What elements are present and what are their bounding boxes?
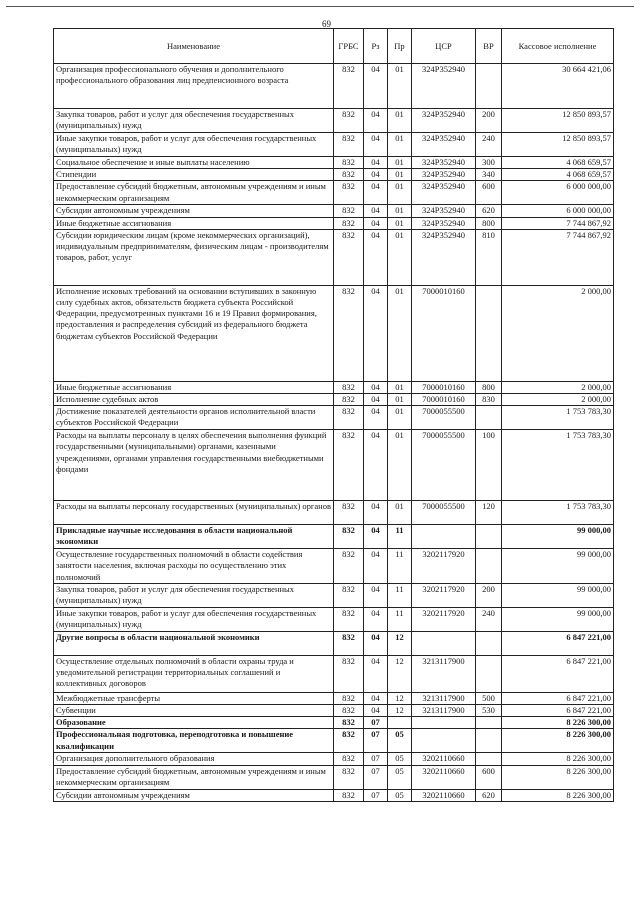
cell-csr: 7000055500 [412,406,476,430]
top-rule [6,6,634,7]
table-row [54,549,614,584]
cell-name: Расходы на выплаты персоналу государственных (муниципальных) органов [54,501,334,525]
cell-sum: 6 847 221,00 [502,692,614,704]
cell-sum: 6 847 221,00 [502,631,614,655]
cell-vr: 620 [476,205,502,217]
cell-sum: 4 068 659,57 [502,157,614,169]
cell-sum: 8 226 300,00 [502,717,614,729]
cell-sum: 8 226 300,00 [502,765,614,789]
table-row [54,394,614,406]
cell-pr: 01 [388,430,412,501]
cell-pr: 11 [388,583,412,607]
header-csr: ЦСР [412,29,476,64]
cell-rz: 07 [364,789,388,801]
cell-vr [476,717,502,729]
cell-csr [412,729,476,753]
table-row [54,583,614,607]
cell-csr: 324P352940 [412,181,476,205]
cell-rz: 04 [364,381,388,393]
cell-csr: 324P352940 [412,157,476,169]
cell-vr: 600 [476,765,502,789]
cell-csr [412,525,476,549]
cell-vr: 810 [476,229,502,285]
table-row [54,705,614,717]
cell-vr [476,549,502,584]
cell-vr: 530 [476,705,502,717]
cell-sum: 12 850 893,57 [502,133,614,157]
cell-vr: 600 [476,181,502,205]
cell-grbs: 832 [334,501,364,525]
cell-pr: 11 [388,607,412,631]
table-row [54,753,614,765]
cell-name: Субсидии юридическим лицам (кроме некоммерческих организаций), индивидуальным предпринимателям, физическим лицам - производителям товаров, работ, услуг [54,229,334,285]
cell-sum: 30 664 421,06 [502,64,614,109]
cell-sum: 1 753 783,30 [502,406,614,430]
cell-name: Осуществление государственных полномочий в области содействия занятости населения, включая расходы по осуществлению этих полномочий [54,549,334,584]
cell-grbs: 832 [334,655,364,692]
table-row [54,229,614,285]
cell-grbs: 832 [334,631,364,655]
cell-sum: 7 744 867,92 [502,217,614,229]
cell-sum: 2 000,00 [502,381,614,393]
cell-grbs: 832 [334,381,364,393]
cell-grbs: 832 [334,789,364,801]
cell-rz: 04 [364,229,388,285]
cell-pr: 01 [388,205,412,217]
cell-sum: 8 226 300,00 [502,789,614,801]
cell-name: Другие вопросы в области национальной экономики [54,631,334,655]
table-row [54,205,614,217]
cell-grbs: 832 [334,607,364,631]
cell-vr: 200 [476,583,502,607]
cell-csr: 3202117920 [412,607,476,631]
cell-vr: 120 [476,501,502,525]
cell-name: Исполнение судебных актов [54,394,334,406]
cell-rz: 04 [364,64,388,109]
cell-sum: 6 847 221,00 [502,705,614,717]
cell-name: Стипендии [54,169,334,181]
cell-pr: 01 [388,394,412,406]
cell-grbs: 832 [334,109,364,133]
table-row [54,631,614,655]
cell-rz: 04 [364,217,388,229]
cell-sum: 7 744 867,92 [502,229,614,285]
cell-sum: 99 000,00 [502,525,614,549]
cell-sum: 99 000,00 [502,607,614,631]
cell-csr: 324P352940 [412,205,476,217]
cell-name: Субсидии автономным учреждениям [54,205,334,217]
cell-grbs: 832 [334,430,364,501]
cell-vr [476,285,502,381]
cell-csr: 324P352940 [412,64,476,109]
header-pr: Пр [388,29,412,64]
cell-rz: 04 [364,631,388,655]
cell-name: Достижение показателей деятельности органов исполнительной власти субъектов Российской Федерации [54,406,334,430]
cell-rz: 07 [364,753,388,765]
cell-pr: 05 [388,753,412,765]
cell-grbs: 832 [334,394,364,406]
cell-sum: 4 068 659,57 [502,169,614,181]
cell-pr: 01 [388,501,412,525]
cell-csr: 3202110660 [412,789,476,801]
cell-vr: 340 [476,169,502,181]
cell-csr: 3202110660 [412,753,476,765]
cell-vr: 100 [476,430,502,501]
cell-vr [476,406,502,430]
table-row [54,525,614,549]
cell-vr: 240 [476,133,502,157]
cell-rz: 04 [364,285,388,381]
cell-grbs: 832 [334,205,364,217]
cell-grbs: 832 [334,406,364,430]
table-row [54,157,614,169]
cell-grbs: 832 [334,717,364,729]
cell-grbs: 832 [334,64,364,109]
table-row [54,109,614,133]
cell-csr: 324P352940 [412,229,476,285]
cell-rz: 04 [364,692,388,704]
cell-vr: 800 [476,381,502,393]
cell-rz: 04 [364,583,388,607]
table-row [54,607,614,631]
cell-name: Субвенции [54,705,334,717]
table-row [54,406,614,430]
cell-vr [476,525,502,549]
table-row [54,217,614,229]
cell-vr: 620 [476,789,502,801]
cell-grbs: 832 [334,583,364,607]
cell-pr: 01 [388,217,412,229]
header-vr: ВР [476,29,502,64]
cell-pr: 11 [388,549,412,584]
cell-grbs: 832 [334,133,364,157]
cell-pr: 01 [388,406,412,430]
header-grbs: ГРБС [334,29,364,64]
cell-grbs: 832 [334,157,364,169]
cell-sum: 99 000,00 [502,583,614,607]
table-row [54,181,614,205]
table-header-row [54,29,614,64]
cell-sum: 1 753 783,30 [502,430,614,501]
cell-pr: 01 [388,157,412,169]
cell-vr [476,753,502,765]
cell-csr: 7000010160 [412,394,476,406]
cell-sum: 12 850 893,57 [502,109,614,133]
cell-grbs: 832 [334,285,364,381]
cell-vr: 240 [476,607,502,631]
cell-name: Закупка товаров, работ и услуг для обеспечения государственных (муниципальных) нужд [54,109,334,133]
table-row [54,64,614,109]
cell-grbs: 832 [334,765,364,789]
table-row [54,765,614,789]
cell-name: Предоставление субсидий бюджетным, автономным учреждениям и иным некоммерческим организациям [54,181,334,205]
header-sum: Кассовое исполнение [502,29,614,64]
cell-name: Образование [54,717,334,729]
cell-grbs: 832 [334,729,364,753]
table-row [54,133,614,157]
cell-pr: 05 [388,729,412,753]
cell-name: Социальное обеспечение и иные выплаты населению [54,157,334,169]
cell-csr: 3202117920 [412,549,476,584]
cell-pr: 01 [388,133,412,157]
cell-rz: 07 [364,765,388,789]
cell-name: Иные закупки товаров, работ и услуг для обеспечения государственных (муниципальных) нужд [54,607,334,631]
cell-pr: 01 [388,285,412,381]
cell-vr: 300 [476,157,502,169]
cell-name: Субсидии автономным учреждениям [54,789,334,801]
cell-name: Прикладные научные исследования в области национальной экономики [54,525,334,549]
cell-rz: 04 [364,181,388,205]
cell-sum: 6 847 221,00 [502,655,614,692]
cell-pr: 01 [388,109,412,133]
cell-sum: 2 000,00 [502,285,614,381]
table-row [54,285,614,381]
cell-rz: 04 [364,655,388,692]
cell-rz: 04 [364,205,388,217]
cell-sum: 8 226 300,00 [502,729,614,753]
cell-grbs: 832 [334,217,364,229]
cell-pr: 05 [388,789,412,801]
cell-pr: 12 [388,631,412,655]
cell-vr: 500 [476,692,502,704]
cell-pr: 01 [388,64,412,109]
cell-sum: 8 226 300,00 [502,753,614,765]
cell-name: Организация профессионального обучения и дополнительного профессионального образования лиц предпенсионного возраста [54,64,334,109]
cell-csr: 324P352940 [412,217,476,229]
cell-pr: 12 [388,655,412,692]
cell-grbs: 832 [334,692,364,704]
cell-name: Межбюджетные трансферты [54,692,334,704]
cell-rz: 04 [364,394,388,406]
cell-grbs: 832 [334,753,364,765]
cell-vr: 200 [476,109,502,133]
cell-csr: 7000055500 [412,501,476,525]
cell-csr [412,631,476,655]
cell-sum: 6 000 000,00 [502,181,614,205]
cell-name: Предоставление субсидий бюджетным, автономным учреждениям и иным некоммерческим организациям [54,765,334,789]
cell-grbs: 832 [334,549,364,584]
budget-table [53,28,614,802]
cell-name: Закупка товаров, работ и услуг для обеспечения государственных (муниципальных) нужд [54,583,334,607]
cell-csr: 3202110660 [412,765,476,789]
cell-csr: 3213117900 [412,692,476,704]
cell-vr [476,631,502,655]
cell-rz: 07 [364,717,388,729]
cell-rz: 04 [364,157,388,169]
cell-sum: 2 000,00 [502,394,614,406]
cell-rz: 04 [364,705,388,717]
cell-csr: 3213117900 [412,705,476,717]
cell-name: Исполнение исковых требований на основании вступивших в законную силу судебных актов, обязательств бюджета субъекта Российской Федерации, предусмотренных пунктами 16 и 19 Правил формирования, предоставления и распределения субсидий из федерального бюджета бюджетам субъектов Российской Федерации [54,285,334,381]
table-row [54,729,614,753]
cell-rz: 04 [364,406,388,430]
table-row [54,501,614,525]
cell-name: Иные бюджетные ассигнования [54,217,334,229]
cell-csr: 3202117920 [412,583,476,607]
cell-pr: 01 [388,381,412,393]
cell-csr: 3213117900 [412,655,476,692]
cell-name: Иные закупки товаров, работ и услуг для обеспечения государственных (муниципальных) нужд [54,133,334,157]
cell-pr: 12 [388,705,412,717]
cell-csr [412,717,476,729]
table-row [54,717,614,729]
cell-vr [476,729,502,753]
cell-grbs: 832 [334,705,364,717]
header-name: Наименование [54,29,334,64]
cell-rz: 07 [364,729,388,753]
cell-pr: 05 [388,765,412,789]
cell-csr: 324P352940 [412,133,476,157]
cell-pr: 01 [388,169,412,181]
cell-name: Иные бюджетные ассигнования [54,381,334,393]
cell-grbs: 832 [334,525,364,549]
cell-grbs: 832 [334,181,364,205]
cell-csr: 324P352940 [412,109,476,133]
cell-name: Расходы на выплаты персоналу в целях обеспечения выполнения функций государственными (муниципальными) органами, казенными учреждениями, органами управления государственными внебюджетными фондами [54,430,334,501]
cell-pr [388,717,412,729]
table-row [54,789,614,801]
page-number: 69 [322,19,331,29]
table-row [54,169,614,181]
cell-pr: 01 [388,181,412,205]
cell-vr [476,655,502,692]
cell-rz: 04 [364,607,388,631]
cell-pr: 11 [388,525,412,549]
table-row [54,381,614,393]
table-row [54,430,614,501]
cell-csr: 7000010160 [412,381,476,393]
cell-name: Организация дополнительного образования [54,753,334,765]
cell-vr [476,64,502,109]
cell-rz: 04 [364,525,388,549]
cell-sum: 99 000,00 [502,549,614,584]
cell-pr: 01 [388,229,412,285]
cell-vr: 830 [476,394,502,406]
cell-csr: 7000055500 [412,430,476,501]
cell-name: Осуществление отдельных полномочий в области охраны труда и уведомительной регистрации территориальных соглашений и коллективных договоров [54,655,334,692]
cell-rz: 04 [364,169,388,181]
cell-rz: 04 [364,109,388,133]
table-row [54,655,614,692]
table-row [54,692,614,704]
cell-csr: 324P352940 [412,169,476,181]
cell-vr: 800 [476,217,502,229]
cell-rz: 04 [364,549,388,584]
cell-name: Профессиональная подготовка, переподготовка и повышение квалификации [54,729,334,753]
cell-sum: 1 753 783,30 [502,501,614,525]
cell-csr: 7000010160 [412,285,476,381]
cell-grbs: 832 [334,229,364,285]
cell-rz: 04 [364,430,388,501]
cell-rz: 04 [364,133,388,157]
cell-pr: 12 [388,692,412,704]
cell-sum: 6 000 000,00 [502,205,614,217]
cell-rz: 04 [364,501,388,525]
cell-grbs: 832 [334,169,364,181]
header-rz: Рз [364,29,388,64]
